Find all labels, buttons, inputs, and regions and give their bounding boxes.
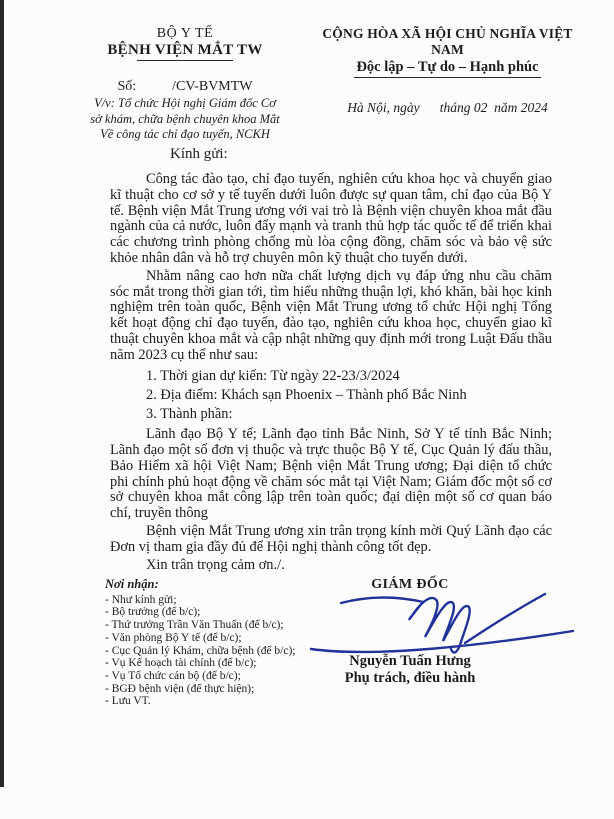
paragraph-opening: Công tác đào tạo, chỉ đạo tuyến, nghiên cứu khoa học và chuyển giao kĩ thuật cho cơ sở y tế tuyến dưới luôn được sự quan tâm, chỉ đạo của Bộ Y tế. Bệnh viện Mắt Trung ương với vai trò là Bệnh viện chuyên khoa mắt đầu ngành của cả nước, luôn đẩy mạnh và tranh thủ hợp tác quốc tế để triển khai các chương trình phòng chống mù lòa cộng đồng, chăm sóc và bảo vệ sức khỏe nhân dân và hỗ trợ chuyên môn kỹ thuật cho tuyến dưới. [110,171,552,266]
paragraph-invitation: Bệnh viện Mắt Trung ương xin trân trọng kính mời Quý Lãnh đạo các Đơn vị tham gia đầy đủ để Hội nghị thành công tốt đẹp. [110,522,552,555]
subject-line: V/v: Tổ chức Hội nghị Giám đốc Cơ [94,96,276,110]
letter-body [110,172,552,575]
national-title: CỘNG HÒA XÃ HỘI CHỦ NGHĨA VIỆT NAM [322,26,573,57]
closing-line: Xin trân trọng cảm ơn./. [146,556,285,573]
paragraph-purpose: Nhằm nâng cao hơn nữa chất lượng dịch vụ đáp ứng nhu cầu chăm sóc mắt trong thời gian tới, tìm hiểu những thuận lợi, khó khăn, bài học kinh nghiệm trên toàn quốc, Bệnh viện Mắt Trung ương tổ chức Hội nghị Tổng kết hoạt động chỉ đạo tuyến, đào tạo, nghiên cứu khoa học, chuyển giao kĩ thuật chuyên khoa mắt và cập nhật những quy định mới trong Luật Đấu thầu năm 2023 cụ thể như sau: [110,267,552,363]
place-date-line: Hà Nội, ngày tháng 02 năm 2024 [347,100,548,115]
recipient-item: - Thứ trưởng Trần Văn Thuấn (để b/c); [105,619,284,632]
salutation: Kính gửi: [170,146,228,162]
signature-title: GIÁM ĐỐC [371,577,449,592]
recipient-item: - Vụ Tổ chức cán bộ (để b/c); [105,669,241,682]
recipient-item: - Cục Quản lý Khám, chữa bệnh (để b/c); [105,644,296,657]
recipients-block [105,578,335,708]
national-motto-text: Độc lập – Tự do – Hạnh phúc [354,59,540,78]
signature-scribble-icon [305,585,580,657]
agenda-item: 1. Thời gian dự kiến: Từ ngày 22-23/3/2024 [146,367,400,384]
ministry-name: BỘ Y TẾ [156,26,214,41]
recipient-item: - BGĐ bệnh viện (để thực hiện); [105,682,255,695]
recipients-label: Nơi nhận: [105,577,159,591]
document-number-line [60,79,310,95]
organization-name: BỆNH VIỆN MẮT TW [107,42,263,58]
recipient-item: - Như kính gửi; [105,593,177,606]
recipients-list [105,594,335,708]
document-number-label: Số: [117,79,137,94]
scan-edge-shadow [0,0,4,787]
recipient-item: - Lưu VT. [105,695,151,708]
recipient-item: - Văn phòng Bộ Y tế (để b/c); [105,631,242,644]
recipient-item: - Vụ Kế hoạch tài chính (để b/c); [105,657,257,670]
signer-name: Nguyễn Tuấn Hưng [349,653,471,669]
subject-block [60,96,310,143]
agenda-item: 3. Thành phần: [146,405,233,422]
national-motto [305,59,590,78]
national-header-block [305,26,590,116]
recipient-item: - Bộ trưởng (để b/c); [105,606,201,619]
agenda-item: 2. Địa điểm: Khách sạn Phoenix – Thành phố Bắc Ninh [146,386,467,403]
document-number-value: /CV-BVMTW [172,79,253,94]
issuer-block [60,26,310,143]
subject-line: sở khám, chữa bệnh chuyên khoa Mắt [90,111,280,126]
subject-line: Về công tác chỉ đạo tuyến, NCKH [100,127,270,141]
agenda-list [110,367,552,425]
signer-role: Phụ trách, điều hành [344,670,476,686]
paragraph-participants: Lãnh đạo Bộ Y tế; Lãnh đạo tỉnh Bắc Ninh, Sở Y tế tỉnh Bắc Ninh; Lãnh đạo một số đơn vị thuộc và trực thuộc Bộ Y tế, Cục Quản lý đấu thầu, Bảo Hiểm xã hội Việt Nam; Bệnh viện Mắt Trung ương; Đại diện tổ chức phi chính phủ hoạt động về chăm sóc mắt tại Việt Nam; Giám đốc một số cơ sở chuyên khoa mắt công lập trên toàn quốc; đại diện một số cơ quan báo chí, truyền thông [110,426,552,522]
organization-underline [137,60,233,61]
